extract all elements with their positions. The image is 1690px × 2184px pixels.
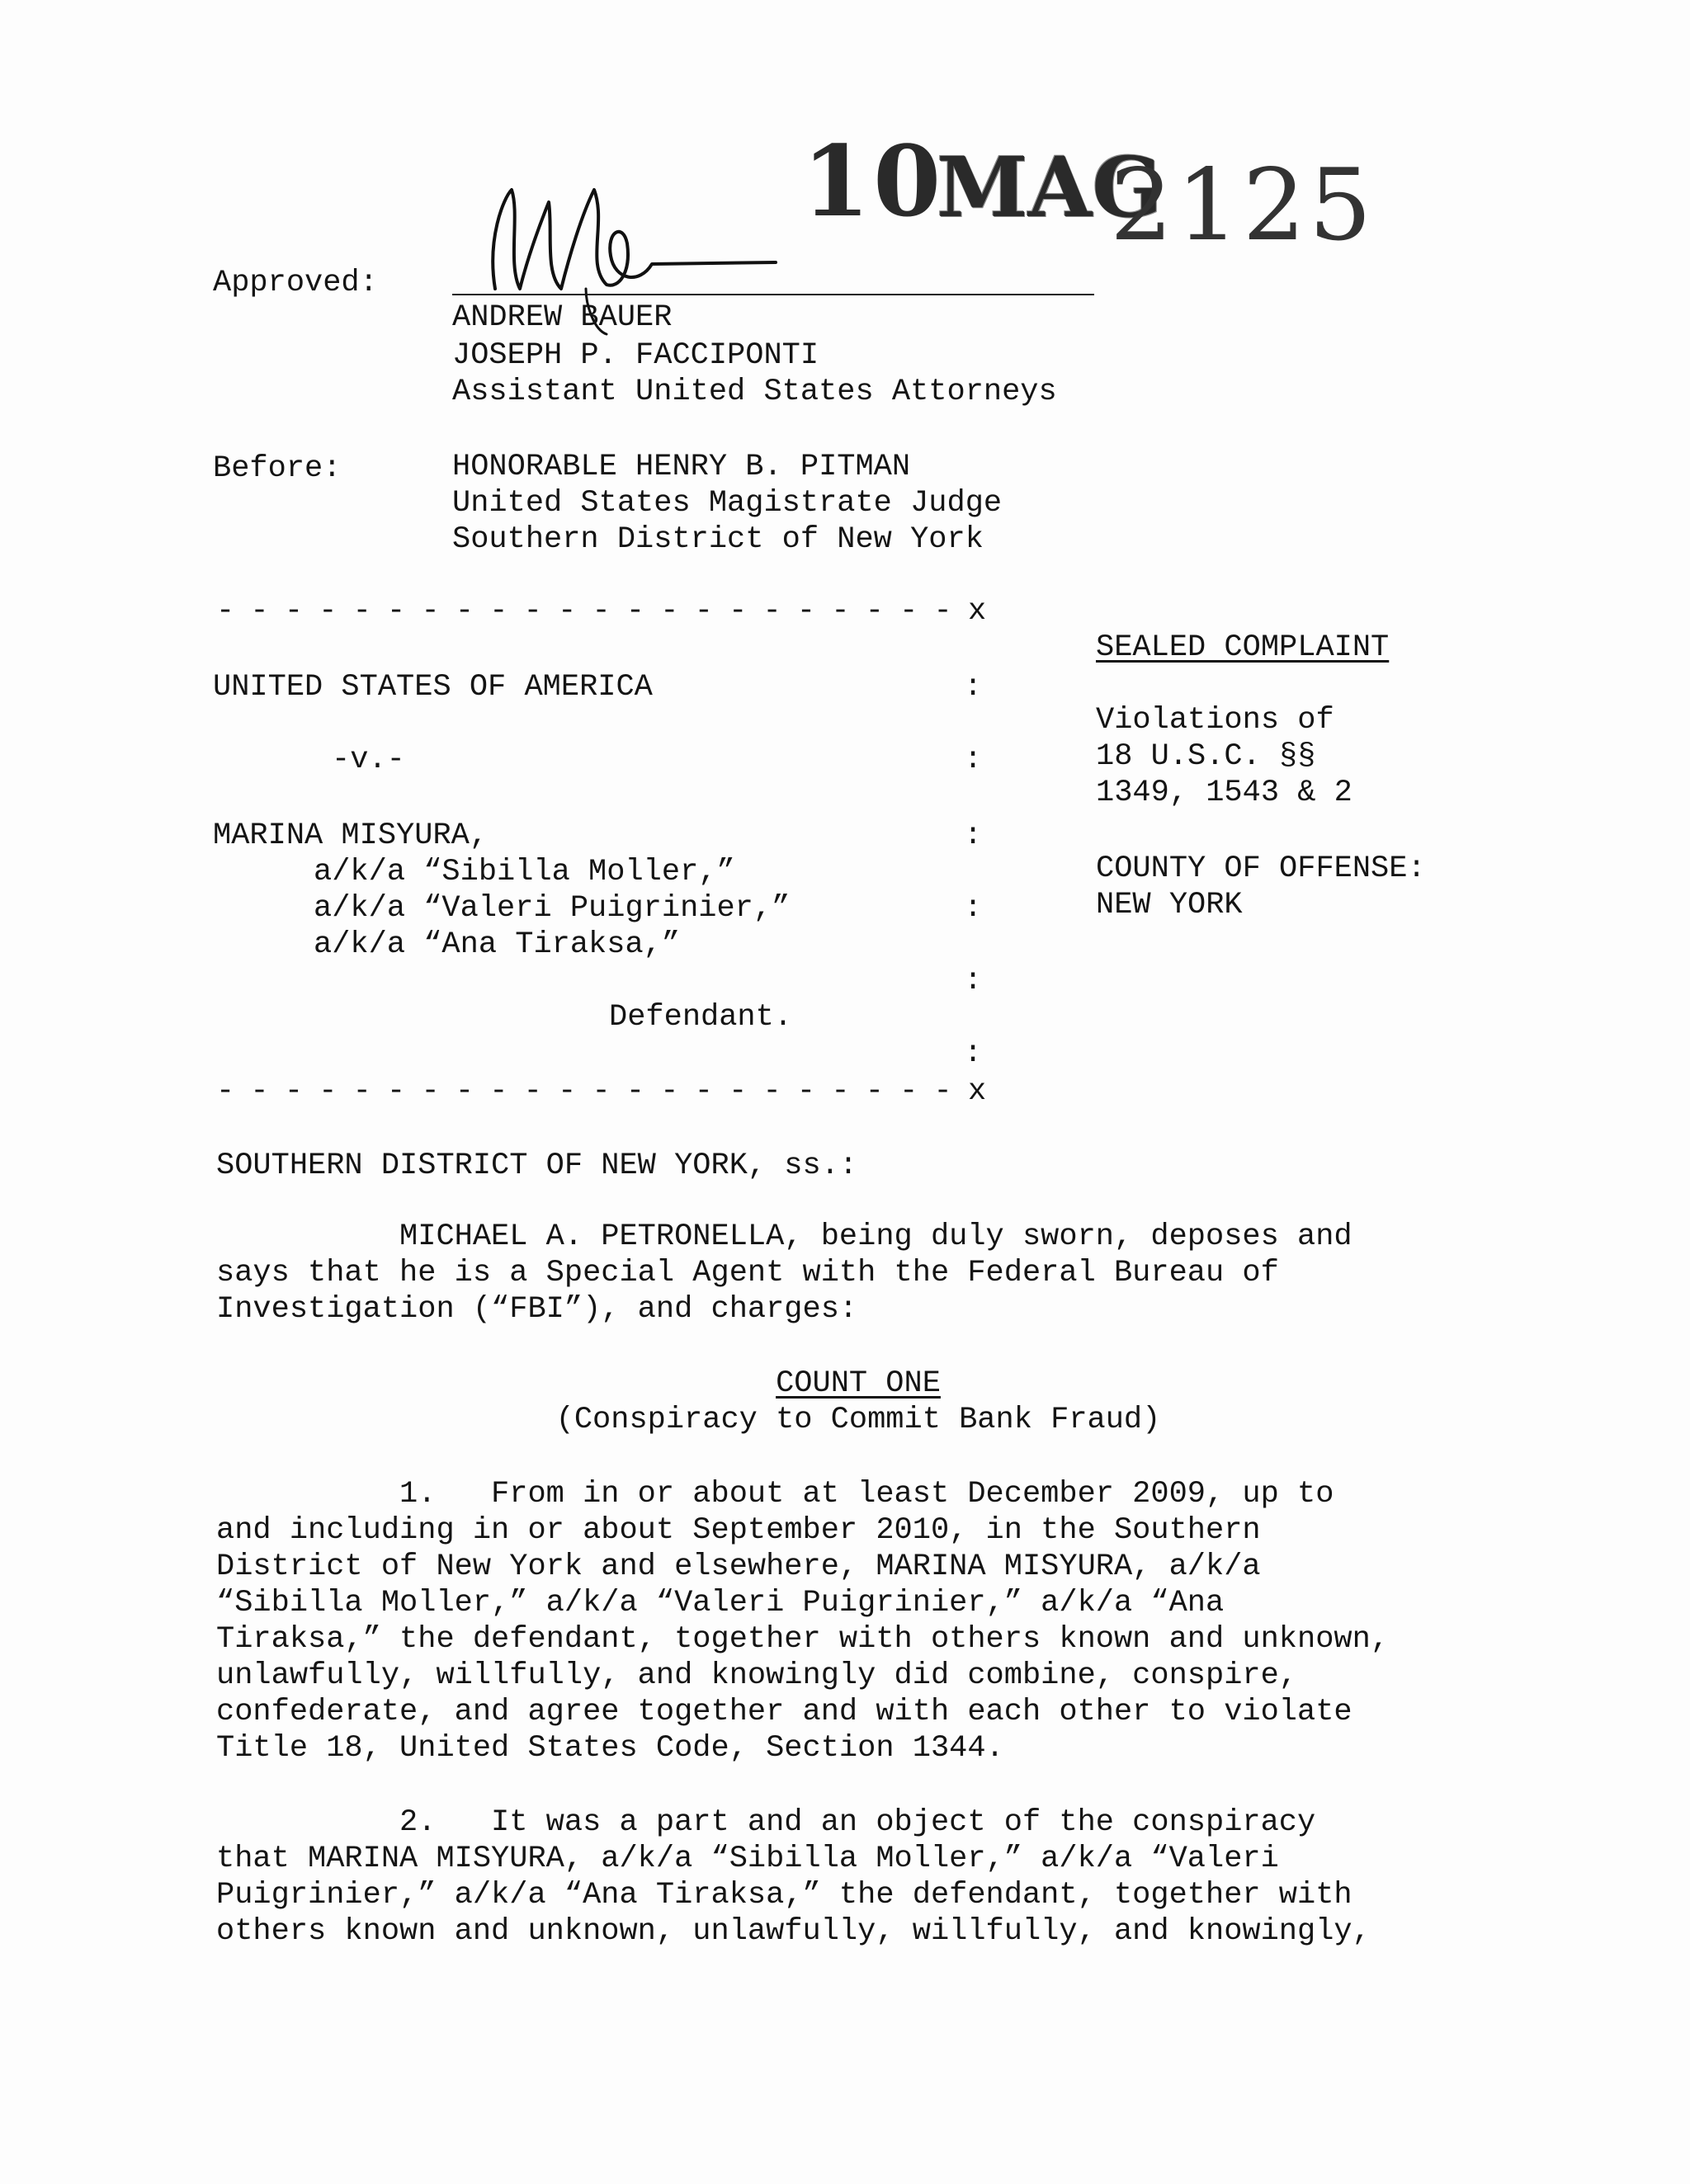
plaintiff-name: UNITED STATES OF AMERICA xyxy=(213,670,653,705)
county-line-1: COUNTY OF OFFENSE: xyxy=(1096,851,1426,886)
judge-name: HONORABLE HENRY B. PITMAN xyxy=(452,450,911,484)
count-subtitle: (Conspiracy to Commit Bank Fraud) xyxy=(555,1403,1161,1437)
signature-line xyxy=(452,294,1094,295)
para2-line-2: that MARINA MISYURA, a/k/a “Sibilla Moller,” a/k/a “Valeri xyxy=(216,1842,1279,1876)
intro-line-3: Investigation (“FBI”), and charges: xyxy=(216,1292,858,1327)
defendant-name: MARINA MISYURA, xyxy=(213,818,489,853)
para2-line-4: others known and unknown, unlawfully, willfully, and knowingly, xyxy=(216,1914,1371,1949)
violations-line-1: Violations of xyxy=(1096,703,1334,738)
judge-title: United States Magistrate Judge xyxy=(452,486,1003,521)
para1-line-6: unlawfully, willfully, and knowingly did combine, conspire, xyxy=(216,1658,1298,1693)
para1-line-8: Title 18, United States Code, Section 1344. xyxy=(216,1731,1004,1766)
para1-line-4: “Sibilla Moller,” a/k/a “Valeri Puigrinier,” a/k/a “Ana xyxy=(216,1586,1225,1620)
count-title: COUNT ONE xyxy=(776,1366,941,1401)
caption-colon: : xyxy=(964,1036,983,1071)
approver-title: Assistant United States Attorneys xyxy=(452,375,1057,409)
approved-label: Approved: xyxy=(213,266,378,300)
case-stamp-number: 10 xyxy=(802,124,945,238)
approver-name-2: JOSEPH P. FACCIPONTI xyxy=(452,338,819,373)
caption-dash-top: - - - - - - - - - - - - - - - - - - - - - - x xyxy=(216,594,985,629)
violations-line-3: 1349, 1543 & 2 xyxy=(1096,776,1352,810)
before-label: Before: xyxy=(213,451,342,486)
caption-versus: -v.- xyxy=(332,743,405,777)
para1-line-3: District of New York and elsewhere, MARINA MISYURA, a/k/a xyxy=(216,1550,1261,1584)
caption-colon: : xyxy=(964,743,983,777)
county-line-2: NEW YORK xyxy=(1096,888,1243,922)
case-stamp-docket: 2125 xyxy=(1110,149,1376,263)
defendant-label: Defendant. xyxy=(609,1000,793,1035)
venue-line: SOUTHERN DISTRICT OF NEW YORK, ss.: xyxy=(216,1149,858,1183)
caption-dash-bottom: - - - - - - - - - - - - - - - - - - - - - - x xyxy=(216,1074,985,1109)
defendant-alias-3: a/k/a “Ana Tiraksa,” xyxy=(314,927,681,962)
defendant-alias-1: a/k/a “Sibilla Moller,” xyxy=(314,855,735,889)
caption-colon: : xyxy=(964,818,983,853)
violations-line-2: 18 U.S.C. §§ xyxy=(1096,739,1316,774)
para1-line-2: and including in or about September 2010, in the Southern xyxy=(216,1513,1261,1548)
intro-line-1: MICHAEL A. PETRONELLA, being duly sworn, deposes and xyxy=(216,1219,1352,1254)
judge-court: Southern District of New York xyxy=(452,522,984,557)
intro-line-2: says that he is a Special Agent with the Federal Bureau of xyxy=(216,1256,1279,1290)
caption-colon: : xyxy=(964,964,983,998)
para1-line-7: confederate, and agree together and with each other to violate xyxy=(216,1695,1352,1729)
para2-line-1: 2. It was a part and an object of the conspiracy xyxy=(216,1805,1316,1840)
sealed-complaint-title: SEALED COMPLAINT xyxy=(1096,630,1390,665)
para1-line-5: Tiraksa,” the defendant, together with others known and unknown, xyxy=(216,1622,1390,1657)
para1-line-1: 1. From in or about at least December 2009, up to xyxy=(216,1477,1334,1512)
approver-name-1: ANDREW BAUER xyxy=(452,300,673,335)
caption-colon: : xyxy=(964,891,983,926)
case-stamp-mag: MAG xyxy=(937,139,1163,236)
para2-line-3: Puigrinier,” a/k/a “Ana Tiraksa,” the defendant, together with xyxy=(216,1878,1352,1913)
defendant-alias-2: a/k/a “Valeri Puigrinier,” xyxy=(314,891,791,926)
caption-colon: : xyxy=(964,670,983,705)
